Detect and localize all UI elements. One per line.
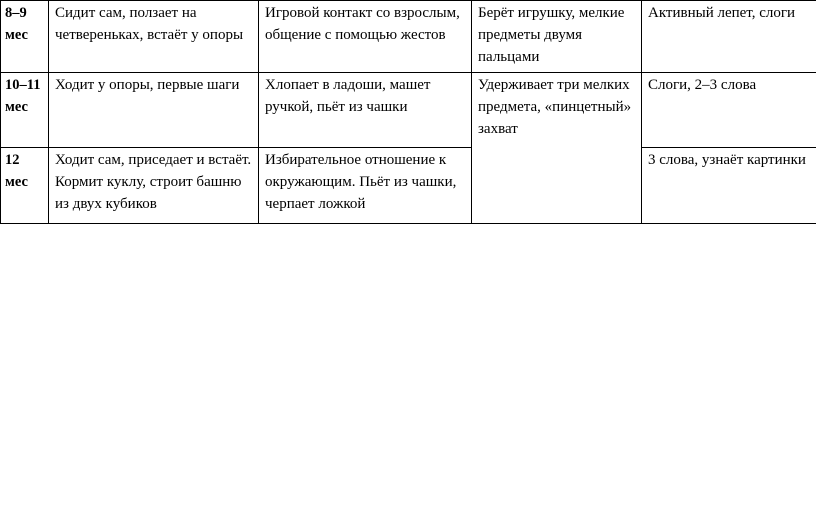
- speech-cell: Слоги, 2–3 слова: [642, 73, 816, 148]
- social-cell: Хлопает в ладоши, машет ручкой, пьёт из чашки: [259, 73, 472, 148]
- age-cell: 8–9 мес: [1, 1, 49, 73]
- table-row: [1, 1, 816, 73]
- age-cell: 12 мес: [1, 148, 49, 224]
- hand-skills-cell: Удерживает три мелких предмета, «пинцетный» захват: [472, 73, 642, 224]
- speech-cell: Активный лепет, слоги: [642, 1, 816, 73]
- table-row: [1, 73, 816, 148]
- speech-cell: 3 слова, узнаёт картинки: [642, 148, 816, 224]
- age-cell: 10–11 мес: [1, 73, 49, 148]
- social-cell: Избирательное отношение к окружающим. Пьёт из чашки, черпает ложкой: [259, 148, 472, 224]
- motor-skills-cell: Ходит у опоры, первые шаги: [49, 73, 259, 148]
- development-table: [0, 0, 816, 224]
- table-row: [1, 148, 816, 224]
- hand-skills-cell: Берёт игрушку, мелкие предметы двумя пальцами: [472, 1, 642, 73]
- motor-skills-cell: Ходит сам, приседает и встаёт. Кормит куклу, строит башню из двух кубиков: [49, 148, 259, 224]
- social-cell: Игровой контакт со взрослым, общение с помощью жестов: [259, 1, 472, 73]
- motor-skills-cell: Сидит сам, ползает на четвереньках, встаёт у опоры: [49, 1, 259, 73]
